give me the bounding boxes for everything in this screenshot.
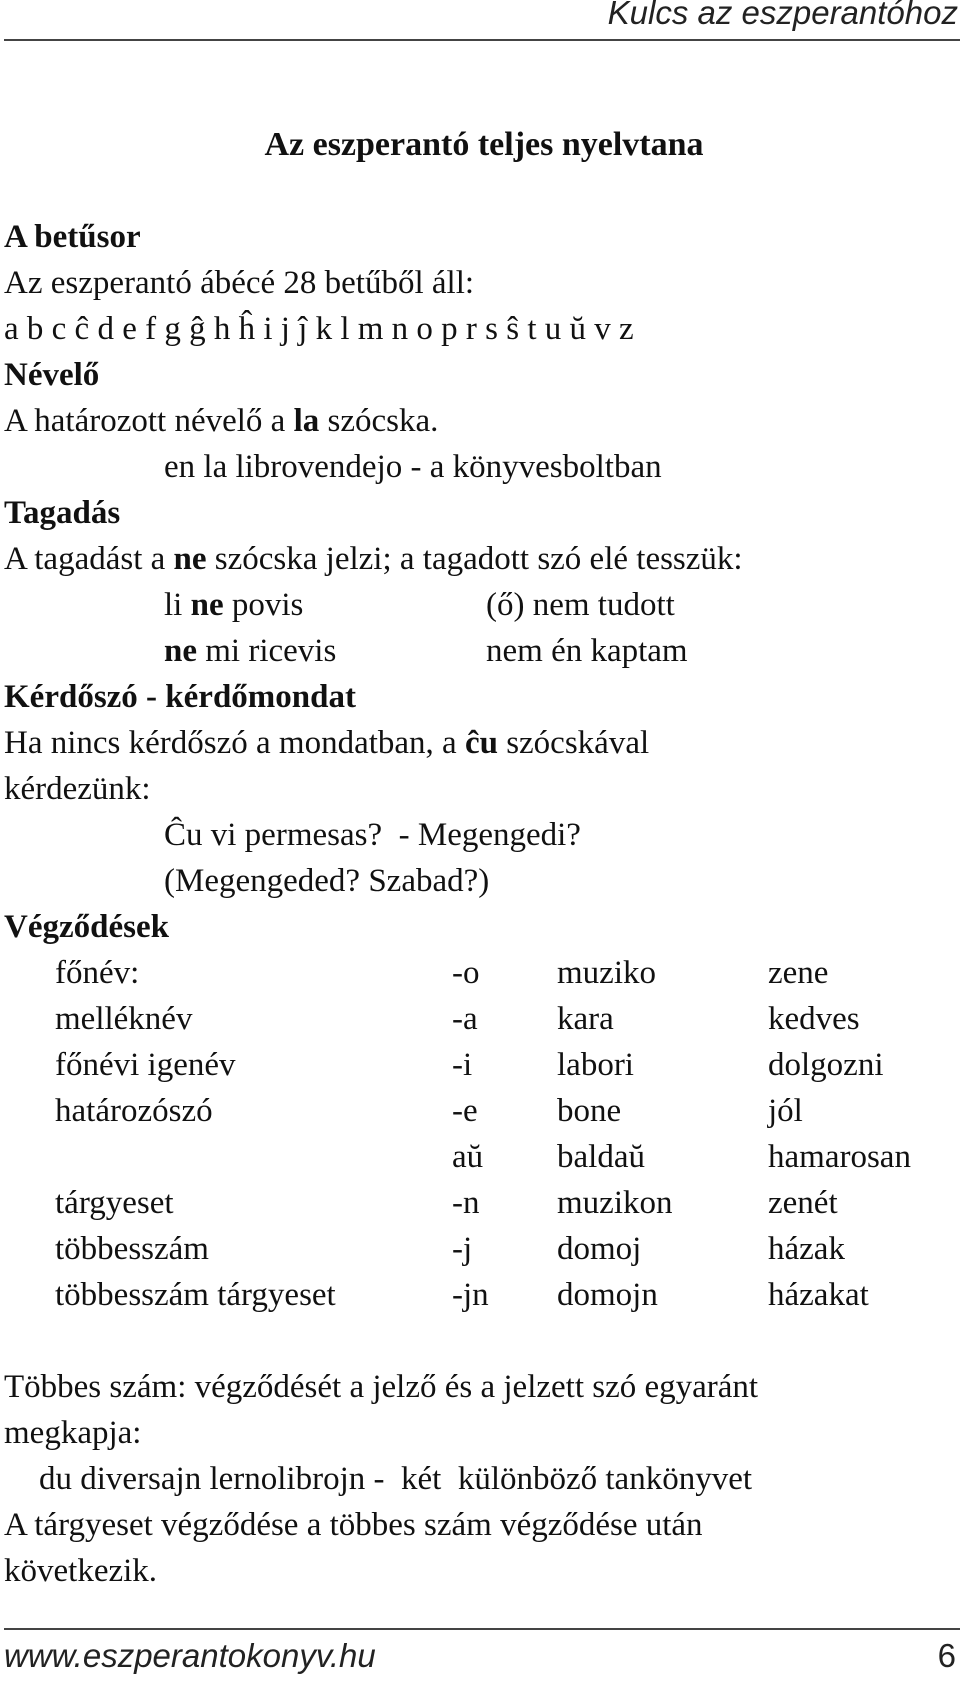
header-title: Kulcs az eszperantóhoz — [607, 0, 958, 31]
ending-suffix: aŭ — [452, 1139, 484, 1175]
ending-example: muziko — [557, 955, 656, 991]
ending-example: domojn — [557, 1277, 658, 1313]
table-row — [4, 996, 954, 1042]
ending-name: többesszám tárgyeset — [55, 1277, 336, 1313]
eo-bold: ne — [190, 587, 224, 623]
ending-meaning: hamarosan — [768, 1139, 911, 1175]
page-header — [0, 0, 960, 42]
negation-example-row — [4, 628, 954, 674]
page-number: 6 — [937, 1637, 956, 1674]
negation-text-pre: A tagadást a — [4, 541, 174, 577]
ending-suffix: -n — [452, 1185, 480, 1221]
negation-example-hu: nem én kaptam — [486, 633, 688, 669]
negation-example-eo — [164, 628, 336, 674]
eo-post: mi ricevis — [197, 633, 337, 669]
page-content — [4, 122, 954, 1594]
plural-line4: következik. — [4, 1553, 158, 1589]
footer-rule — [4, 1628, 960, 1630]
table-row — [4, 1134, 954, 1180]
ending-name: tárgyeset — [55, 1185, 174, 1221]
ending-meaning: zene — [768, 955, 829, 991]
ending-name: főnévi igenév — [55, 1047, 236, 1083]
ending-example: labori — [557, 1047, 634, 1083]
article-text-post: szócska. — [319, 403, 439, 439]
ending-meaning: jól — [768, 1093, 803, 1129]
alphabet-heading: A betűsor — [4, 219, 141, 255]
negation-heading: Tagadás — [4, 495, 121, 531]
negation-example-eo — [164, 582, 303, 628]
plural-line2: megkapja: — [4, 1415, 142, 1451]
question-example-line2: (Megengeded? Szabad?) — [164, 863, 490, 899]
table-row — [4, 1226, 954, 1272]
ending-example: baldaŭ — [557, 1139, 645, 1175]
article-example: en la librovendejo - a könyvesboltban — [164, 449, 662, 485]
ending-example: bone — [557, 1093, 622, 1129]
ending-suffix: -i — [452, 1047, 473, 1083]
question-text-bold: ĉu — [464, 725, 498, 761]
ending-name: melléknév — [55, 1001, 193, 1037]
plural-example: du diversajn lernolibrojn - két különböző tankönyvet — [39, 1461, 753, 1497]
eo-pre: li — [164, 587, 191, 623]
ending-meaning: házakat — [768, 1277, 869, 1313]
plural-line3: A tárgyeset végződése a többes szám végződése után — [4, 1507, 703, 1543]
negation-text-post: szócska jelzi; a tagadott szó elé tesszük: — [206, 541, 743, 577]
table-row — [4, 1088, 954, 1134]
question-text — [4, 720, 954, 766]
question-heading: Kérdőszó - kérdőmondat — [4, 679, 356, 715]
negation-example-row — [4, 582, 954, 628]
article-text-pre: A határozott névelő a — [4, 403, 294, 439]
article-heading: Névelő — [4, 357, 100, 393]
ending-suffix: -e — [452, 1093, 478, 1129]
spacer — [4, 168, 954, 214]
question-text-post: szócskával — [497, 725, 650, 761]
footer-url[interactable]: www.eszperantokonyv.hu — [4, 1637, 376, 1674]
endings-table — [4, 950, 954, 1318]
ending-example: domoj — [557, 1231, 642, 1267]
table-row — [4, 950, 954, 996]
table-row — [4, 1272, 954, 1318]
article-text — [4, 398, 954, 444]
ending-name: többesszám — [55, 1231, 209, 1267]
ending-meaning: kedves — [768, 1001, 860, 1037]
ending-name: főnév: — [55, 955, 140, 991]
negation-example-hu: (ő) nem tudott — [486, 587, 675, 623]
negation-text-bold: ne — [173, 541, 207, 577]
ending-name: határozószó — [55, 1093, 213, 1129]
question-example-line1: Ĉu vi permesas? - Megengedi? — [164, 817, 581, 853]
table-row — [4, 1042, 954, 1088]
alphabet-intro: Az eszperantó ábécé 28 betűből áll: — [4, 265, 475, 301]
endings-heading: Végződések — [4, 909, 169, 945]
ending-meaning: házak — [768, 1231, 845, 1267]
ending-suffix: -jn — [452, 1277, 489, 1313]
table-row — [4, 1180, 954, 1226]
alphabet-letters: a b c ĉ d e f g ĝ h ĥ i j ĵ k l m n o p r s ŝ t u ŭ v z — [4, 311, 634, 347]
article-text-bold: la — [293, 403, 320, 439]
ending-meaning: dolgozni — [768, 1047, 884, 1083]
ending-example: kara — [557, 1001, 614, 1037]
question-text-pre: Ha nincs kérdőszó a mondatban, a — [4, 725, 465, 761]
ending-suffix: -j — [452, 1231, 473, 1267]
ending-suffix: -o — [452, 955, 480, 991]
document-title: Az eszperantó teljes nyelvtana — [264, 126, 704, 163]
header-rule — [4, 39, 960, 41]
plural-line1: Többes szám: végződését a jelző és a jelzett szó egyaránt — [4, 1369, 759, 1405]
eo-post: povis — [223, 587, 304, 623]
spacer — [4, 1318, 954, 1364]
question-text-line2: kérdezünk: — [4, 771, 151, 807]
negation-text — [4, 536, 954, 582]
ending-meaning: zenét — [768, 1185, 838, 1221]
ending-suffix: -a — [452, 1001, 478, 1037]
eo-bold: ne — [164, 633, 197, 669]
ending-example: muzikon — [557, 1185, 673, 1221]
